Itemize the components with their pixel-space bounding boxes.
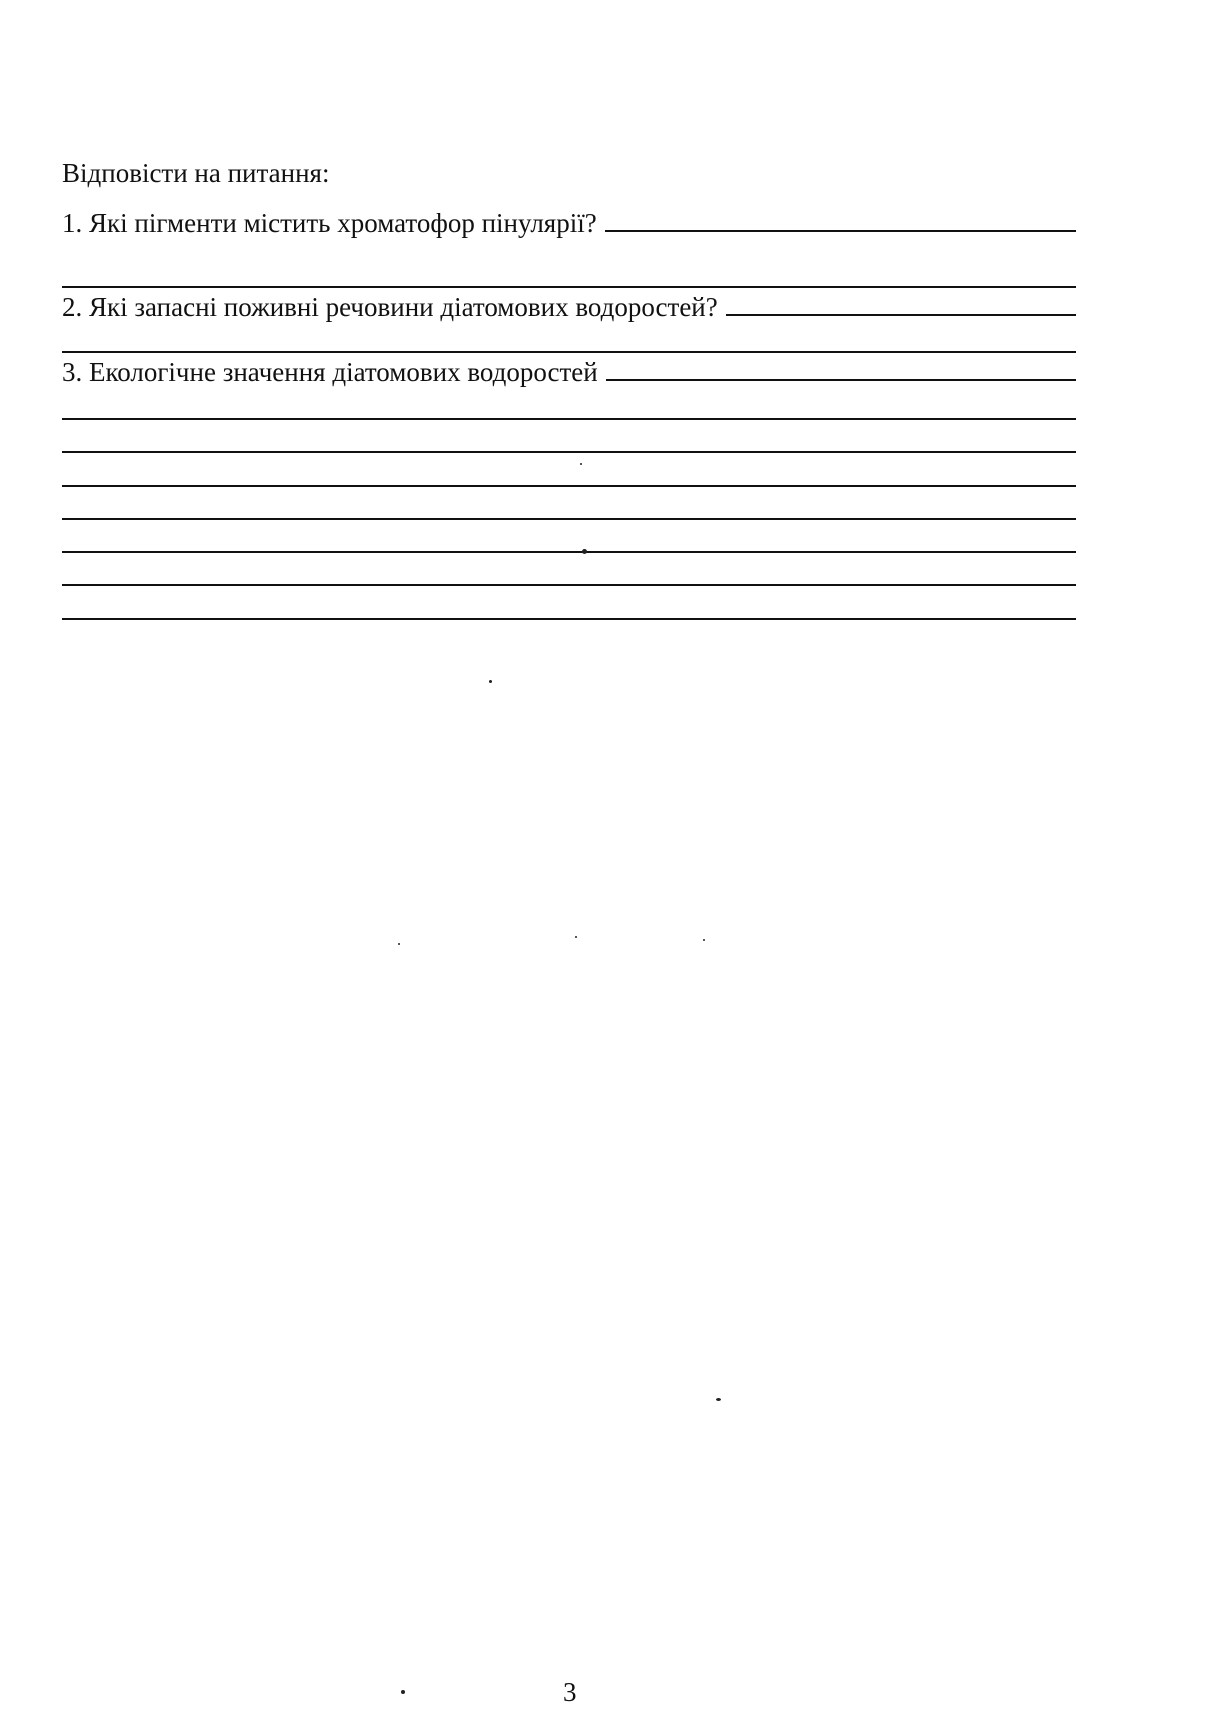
scan-speck <box>703 939 705 941</box>
question-2 <box>62 290 1076 324</box>
answer-line-question-2[interactable] <box>726 314 1076 316</box>
answer-line[interactable] <box>62 584 1076 586</box>
answer-line[interactable] <box>62 418 1076 420</box>
scan-speck <box>489 680 492 683</box>
question-3-text: 3. Екологічне значення діатомових водоростей <box>62 357 598 387</box>
question-1-text: 1. Які пігменти містить хроматофор пінулярії? <box>62 208 597 238</box>
scan-speck <box>575 936 577 938</box>
question-3 <box>62 355 1076 389</box>
scan-speck <box>398 943 400 945</box>
answer-line[interactable] <box>62 286 1076 288</box>
scan-speck <box>401 1690 405 1694</box>
answer-line[interactable] <box>62 351 1076 353</box>
answer-line[interactable] <box>62 518 1076 520</box>
question-2-text: 2. Які запасні поживні речовини діатомових водоростей? <box>62 292 718 322</box>
answer-line-question-3[interactable] <box>606 379 1076 381</box>
answer-line[interactable] <box>62 618 1076 620</box>
answer-line[interactable] <box>62 551 1076 553</box>
scan-speck <box>582 549 587 554</box>
question-1 <box>62 206 1076 240</box>
answer-line[interactable] <box>62 485 1076 487</box>
scan-speck <box>580 463 582 465</box>
scan-speck <box>716 1398 721 1401</box>
page-number: 3 <box>563 1677 577 1707</box>
answer-line-question-1[interactable] <box>605 230 1076 232</box>
instruction-heading: Відповісти на питання: <box>62 158 330 188</box>
answer-line[interactable] <box>62 451 1076 453</box>
